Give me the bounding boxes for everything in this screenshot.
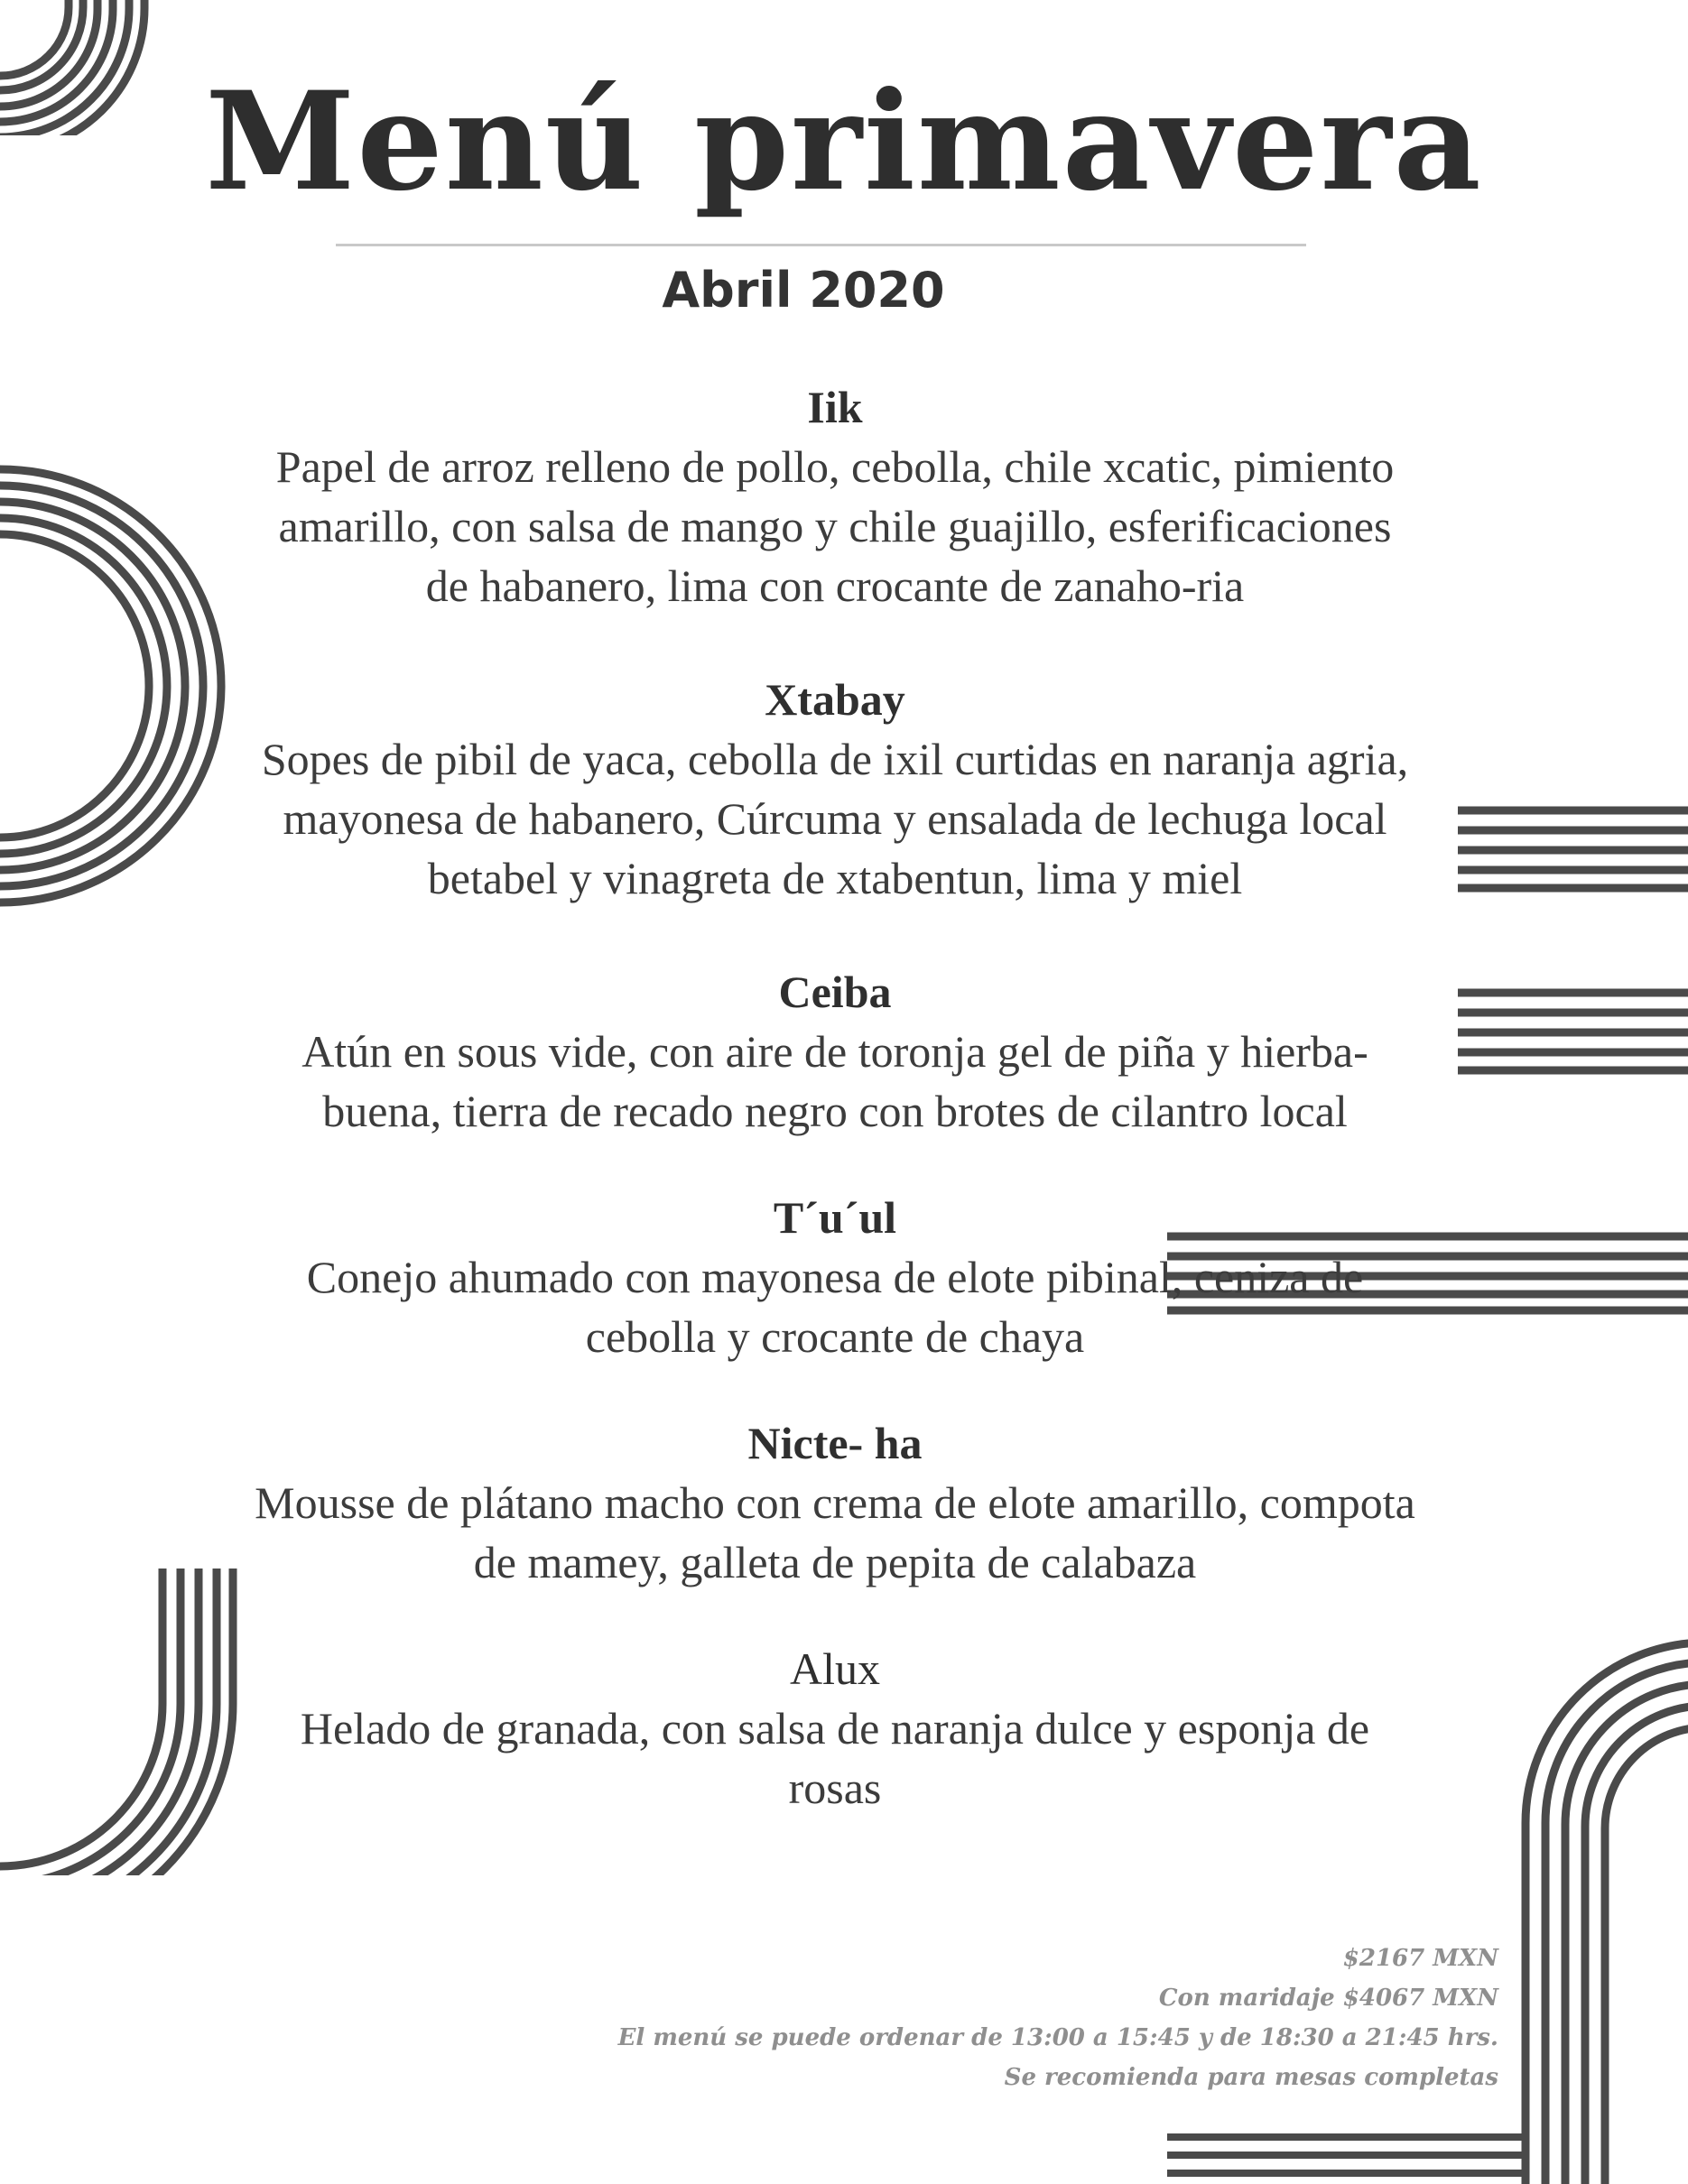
decor-stripes-right-1 — [1458, 803, 1688, 893]
course-name: Ceiba — [778, 967, 892, 1017]
decor-arc-bottom-left — [0, 1569, 244, 1875]
course-description: Conejo ahumado con mayonesa de elote pibinal, ceniza de cebolla y crocante de chaya — [306, 1252, 1364, 1362]
title-divider — [336, 244, 1306, 246]
course-item — [253, 377, 1417, 615]
decor-arc-bottom-right — [1516, 1615, 1688, 2184]
course-item — [253, 1413, 1417, 1592]
decor-arc-left — [0, 460, 244, 912]
decor-stripes-bottom — [1167, 2130, 1528, 2184]
course-description: Sopes de pibil de yaca, cebolla de ixil curtidas en naranja agria, mayonesa de habanero, Cúrcuma y ensalada de lechuga local betabel y vinagreta de xtabentun, lima y miel — [261, 734, 1409, 903]
pairing-price: Con maridaje $4067 MXN — [1158, 1985, 1498, 2012]
course-description: Helado de granada, con salsa de naranja dulce y esponja de rosas — [300, 1703, 1370, 1813]
course-name: Iik — [807, 382, 863, 432]
decor-stripes-right-2 — [1458, 986, 1688, 1076]
course-item — [253, 962, 1417, 1141]
course-description: Mousse de plátano macho con crema de elote amarillo, compota de mamey, galleta de pepita de calabaza — [255, 1477, 1415, 1587]
course-name: Xtabay — [765, 674, 905, 725]
ordering-hours: El menú se puede ordenar de 13:00 a 15:45 y de 18:30 a 21:45 hrs. — [617, 2024, 1498, 2051]
table-note: Se recomienda para mesas completas — [1004, 2064, 1498, 2091]
course-item — [253, 1188, 1417, 1366]
course-item — [253, 670, 1417, 908]
course-name: T´u´ul — [773, 1192, 897, 1243]
course-name: Nicte- ha — [747, 1418, 923, 1468]
price-info — [415, 1939, 1498, 2097]
course-description: Atún en sous vide, con aire de toronja gel de piña y hierba-buena, tierra de recado negro con brotes de cilantro local — [301, 1026, 1368, 1136]
course-name: Alux — [790, 1643, 880, 1694]
course-description: Papel de arroz relleno de pollo, cebolla, chile xcatic, pimiento amarillo, con salsa de mango y chile guajillo, esferificaciones de habanero, lima con crocante de zanaho-ria — [275, 441, 1395, 611]
page-title: Menú primavera — [205, 62, 1483, 221]
menu-price: $2167 MXN — [1342, 1945, 1498, 1972]
menu-list — [253, 377, 1417, 1872]
page-subtitle: Abril 2020 — [662, 262, 945, 319]
course-item — [253, 1639, 1417, 1818]
